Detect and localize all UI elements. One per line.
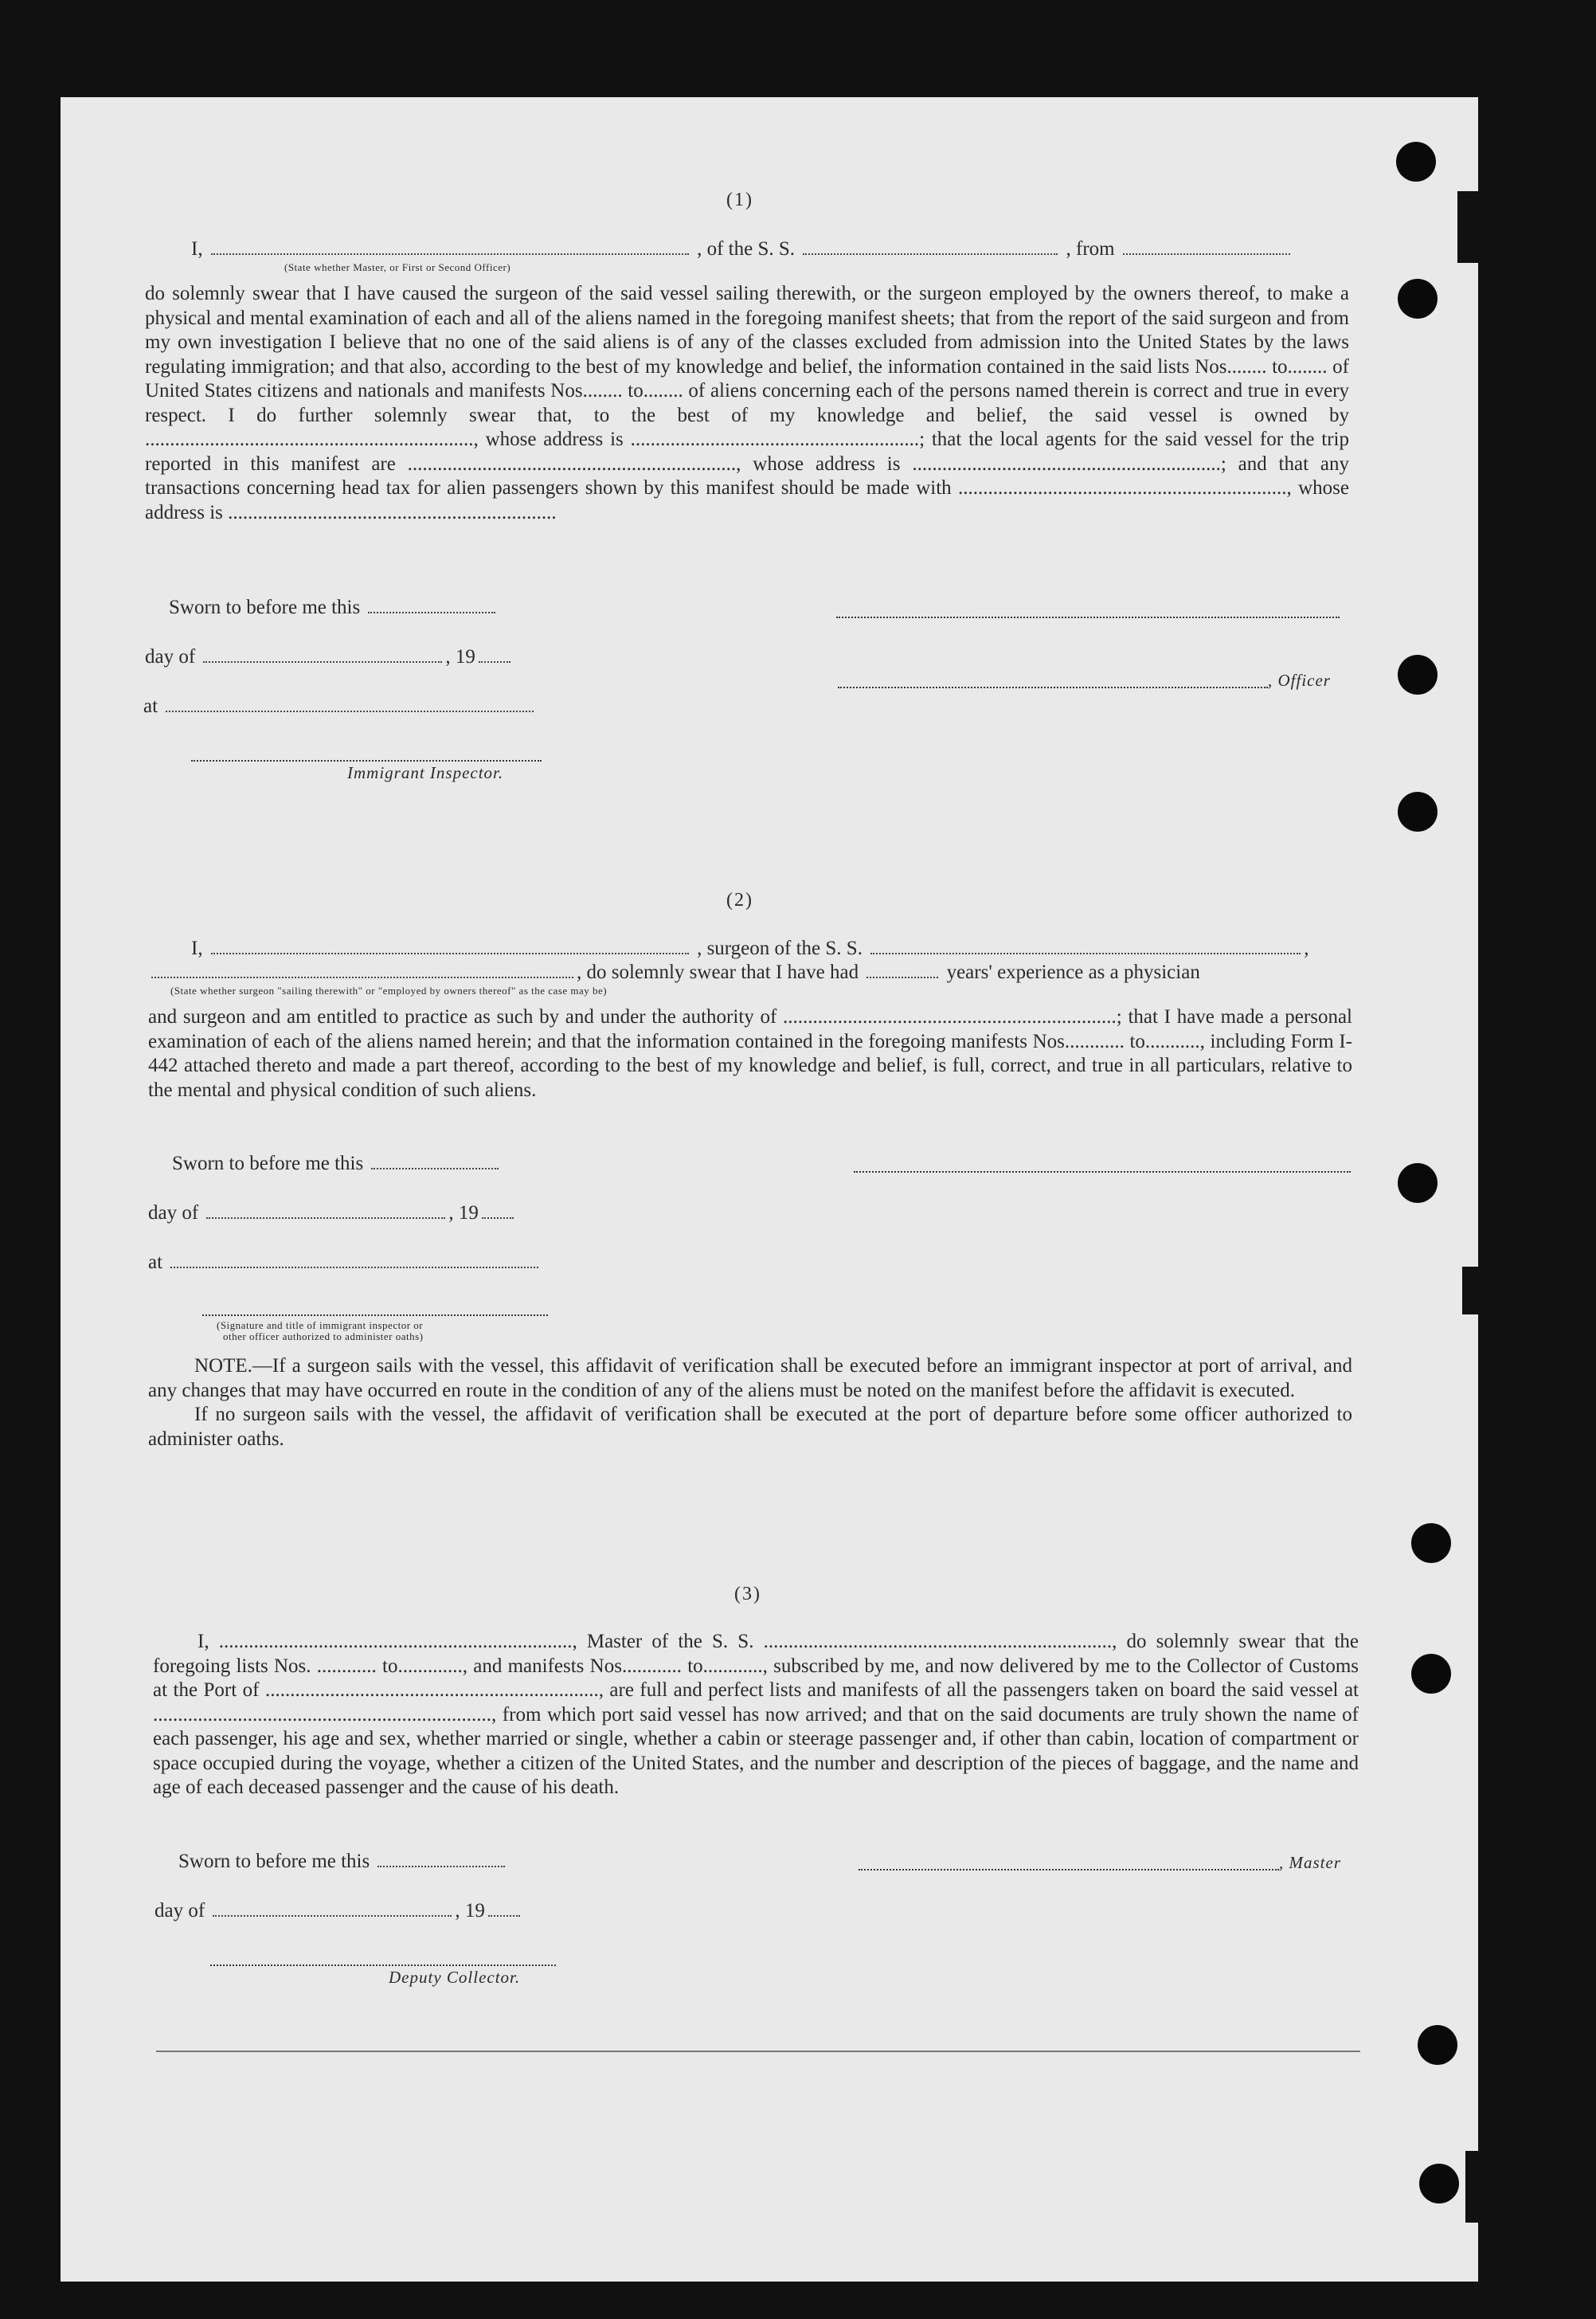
punch-hole <box>1411 1523 1451 1563</box>
signature-line <box>210 1964 556 1966</box>
at-line: at <box>148 1251 542 1275</box>
blank-field <box>203 661 442 663</box>
torn-edge <box>1462 1267 1478 1314</box>
blank-field <box>479 661 510 663</box>
punch-hole <box>1418 2025 1457 2065</box>
blank-field <box>151 977 573 978</box>
officer-label: , Officer <box>1268 671 1331 690</box>
punch-hole <box>1398 1163 1438 1203</box>
oath-line: I, , of the S. S. , from <box>191 237 1293 261</box>
blank-field <box>206 1217 445 1219</box>
inspector-label: Immigrant Inspector. <box>347 763 504 782</box>
punch-hole <box>1419 2164 1459 2203</box>
punch-hole <box>1398 792 1438 832</box>
master-label: , Master <box>1279 1853 1341 1872</box>
blank-field <box>870 953 1301 954</box>
sworn-line: Sworn to before me this <box>169 596 499 620</box>
blank-field <box>213 1915 452 1917</box>
blank-field <box>211 253 689 255</box>
sworn-line: Sworn to before me this <box>178 1850 508 1874</box>
torn-edge <box>1465 2151 1478 2223</box>
signature-caption: (Signature and title of immigrant inspector or <box>217 1319 424 1331</box>
signature-line <box>854 1171 1351 1173</box>
blank-field <box>166 711 534 712</box>
section-number: (3) <box>734 1584 761 1604</box>
field-caption: (State whether surgeon "sailing therewith" or "employed by owners thereof" as the case may be) <box>170 985 608 997</box>
blank-field <box>866 977 938 978</box>
blank-field <box>1123 253 1290 255</box>
blank-field <box>211 953 689 954</box>
bottom-rule <box>156 2051 1360 2052</box>
section-number: (2) <box>726 890 753 911</box>
signature-line <box>859 1869 1279 1870</box>
punch-hole <box>1398 655 1438 695</box>
torn-edge <box>1457 191 1478 263</box>
signature-line <box>202 1314 548 1316</box>
signature-line <box>838 687 1268 688</box>
oath-body: I, ......................................................................., Master of the S. S. ......................................................................, do solemnly swear that the foregoing lists Nos. ............ to............., and manifests Nos............ to............, subscribed by me, and now delivered by me to the Collector of Customs at the Port of ..................................................................., are full and perfect lists and manifests of all the passengers taken on board the said vessel at ...................................................................., from which port said vessel has now arrived; and that on the said documents are truly shown the name of each passenger, his age and sex, whether married or single, whether a cabin or steerage passenger and, if other than cabin, location of compartment or space occupied during the voyage, whether a citizen of the United States, and the number and description of the pieces of baggage, and the name and age of each deceased passenger and the cause of his death. <box>153 1631 1359 1798</box>
note: NOTE.—If a surgeon sails with the vessel, this affidavit of verification shall be executed before an immigrant inspector at port of arrival, and any changes that may have occurred en route in the condition of any of the aliens must be noted on the manifest before the affidavit is executed. If no surgeon sails with the vessel, the affidavit of verification shall be executed at the port of departure before some officer authorized to administer oaths. <box>148 1355 1352 1450</box>
oath-line: I, , surgeon of the S. S. , <box>191 938 1309 959</box>
signature-line <box>191 760 542 762</box>
section-number: (1) <box>726 190 753 210</box>
signature-line <box>836 617 1340 618</box>
day-line: day of , 19 <box>155 1899 523 1923</box>
blank-field <box>377 1866 505 1867</box>
at-line: at <box>143 695 537 719</box>
blank-field <box>482 1217 514 1219</box>
day-line: day of , 19 <box>145 645 514 669</box>
field-caption: (State whether Master, or First or Second Officer) <box>284 261 511 273</box>
blank-field <box>368 612 495 613</box>
punch-hole <box>1398 279 1438 319</box>
punch-hole <box>1396 142 1436 182</box>
oath-body: do solemnly swear that I have caused the surgeon of the said vessel sailing therewith, or the surgeon employed by the owners thereof, to make a physical and mental examination of each and all of the aliens named in the foregoing manifest sheets; that from the report of the said surgeon and from my own investigation I believe that no one of the said aliens is of any of the classes excluded from admission into the United States by the laws regulating immigration; and that also, according to the best of my knowledge and belief, the information contained in the said lists Nos........ to........ of United States citizens and nationals and manifests Nos........ to........ of aliens concerning each of the persons named therein is correct and true in every respect. I do further solemnly swear that, to the best of my knowledge and belief, the said vessel is owned by .................................................................., whose address is ..........................................................; that the local agents for the said vessel for the trip reported in this manifest are .................................................................., whose address is ..............................................................; and that any transactions concerning head tax for alien passengers shown by this manifest should be made with .................................................................., whose address is .................................................................. <box>145 283 1349 523</box>
blank-field <box>488 1915 520 1917</box>
blank-field <box>170 1267 538 1268</box>
sworn-line: Sworn to before me this <box>172 1152 502 1176</box>
signature-caption: other officer authorized to administer oaths) <box>223 1330 424 1342</box>
blank-field <box>371 1168 499 1169</box>
oath-line: , do solemnly swear that I have had years' experience as a physician <box>148 961 1200 985</box>
day-line: day of , 19 <box>148 1201 517 1225</box>
blank-field <box>803 253 1058 255</box>
deputy-label: Deputy Collector. <box>389 1968 521 1987</box>
punch-hole <box>1411 1654 1451 1694</box>
oath-body: and surgeon and am entitled to practice as such by and under the authority of ...................................................................; that I have made a personal examination of each of the aliens named herein; and that the information contained in the foregoing manifests Nos............ to..........., including Form I-442 attached thereto and made a part thereof, according to the best of my knowledge and belief, is full, correct, and true in all particulars, relative to the mental and physical condition of such aliens. <box>148 1006 1352 1101</box>
